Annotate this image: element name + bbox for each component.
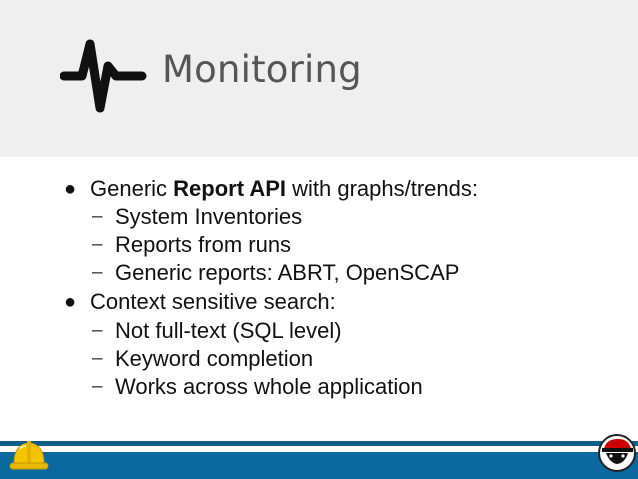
footer-divider: [0, 448, 638, 451]
sub-item-text: Not full-text (SQL level): [115, 318, 342, 343]
bullet-text: Context sensitive search:: [90, 289, 336, 314]
slide-header: [0, 0, 638, 157]
bullet-dot-icon: ●: [64, 178, 77, 200]
slide-footer: [0, 441, 638, 479]
pulse-waveform-icon: [60, 36, 150, 116]
bullet-item: [64, 289, 336, 315]
sub-item-text: Works across whole application: [115, 374, 423, 399]
dash-icon: –: [92, 262, 103, 283]
sub-item-text: Reports from runs: [115, 232, 292, 257]
sub-item-text: Keyword completion: [115, 346, 314, 371]
bullet-item: [64, 176, 478, 202]
bullet-text-suffix: with graphs/trends:: [286, 176, 478, 201]
footer-band: [0, 452, 638, 479]
dash-icon: –: [92, 206, 103, 227]
footer-top-line: [0, 441, 638, 446]
dash-icon: –: [92, 234, 103, 255]
slide-title: Monitoring: [162, 48, 362, 91]
sub-item: [92, 204, 303, 230]
dash-icon: –: [92, 348, 103, 369]
dash-icon: –: [92, 320, 103, 341]
sub-item: [92, 346, 314, 372]
bullet-text-prefix: Generic: [90, 176, 174, 201]
sub-item: [92, 232, 292, 258]
sub-item: [92, 260, 460, 286]
red-hat-shadowman-icon: [596, 433, 638, 473]
bullet-text-bold: Report API: [173, 176, 287, 201]
bullet-dot-icon: ●: [64, 291, 77, 313]
dash-icon: –: [92, 376, 103, 397]
hard-hat-icon: [8, 436, 50, 476]
sub-item: [92, 318, 342, 344]
sub-item-text: System Inventories: [115, 204, 303, 229]
sub-item-text: Generic reports: ABRT, OpenSCAP: [115, 260, 460, 285]
sub-item: [92, 374, 423, 400]
